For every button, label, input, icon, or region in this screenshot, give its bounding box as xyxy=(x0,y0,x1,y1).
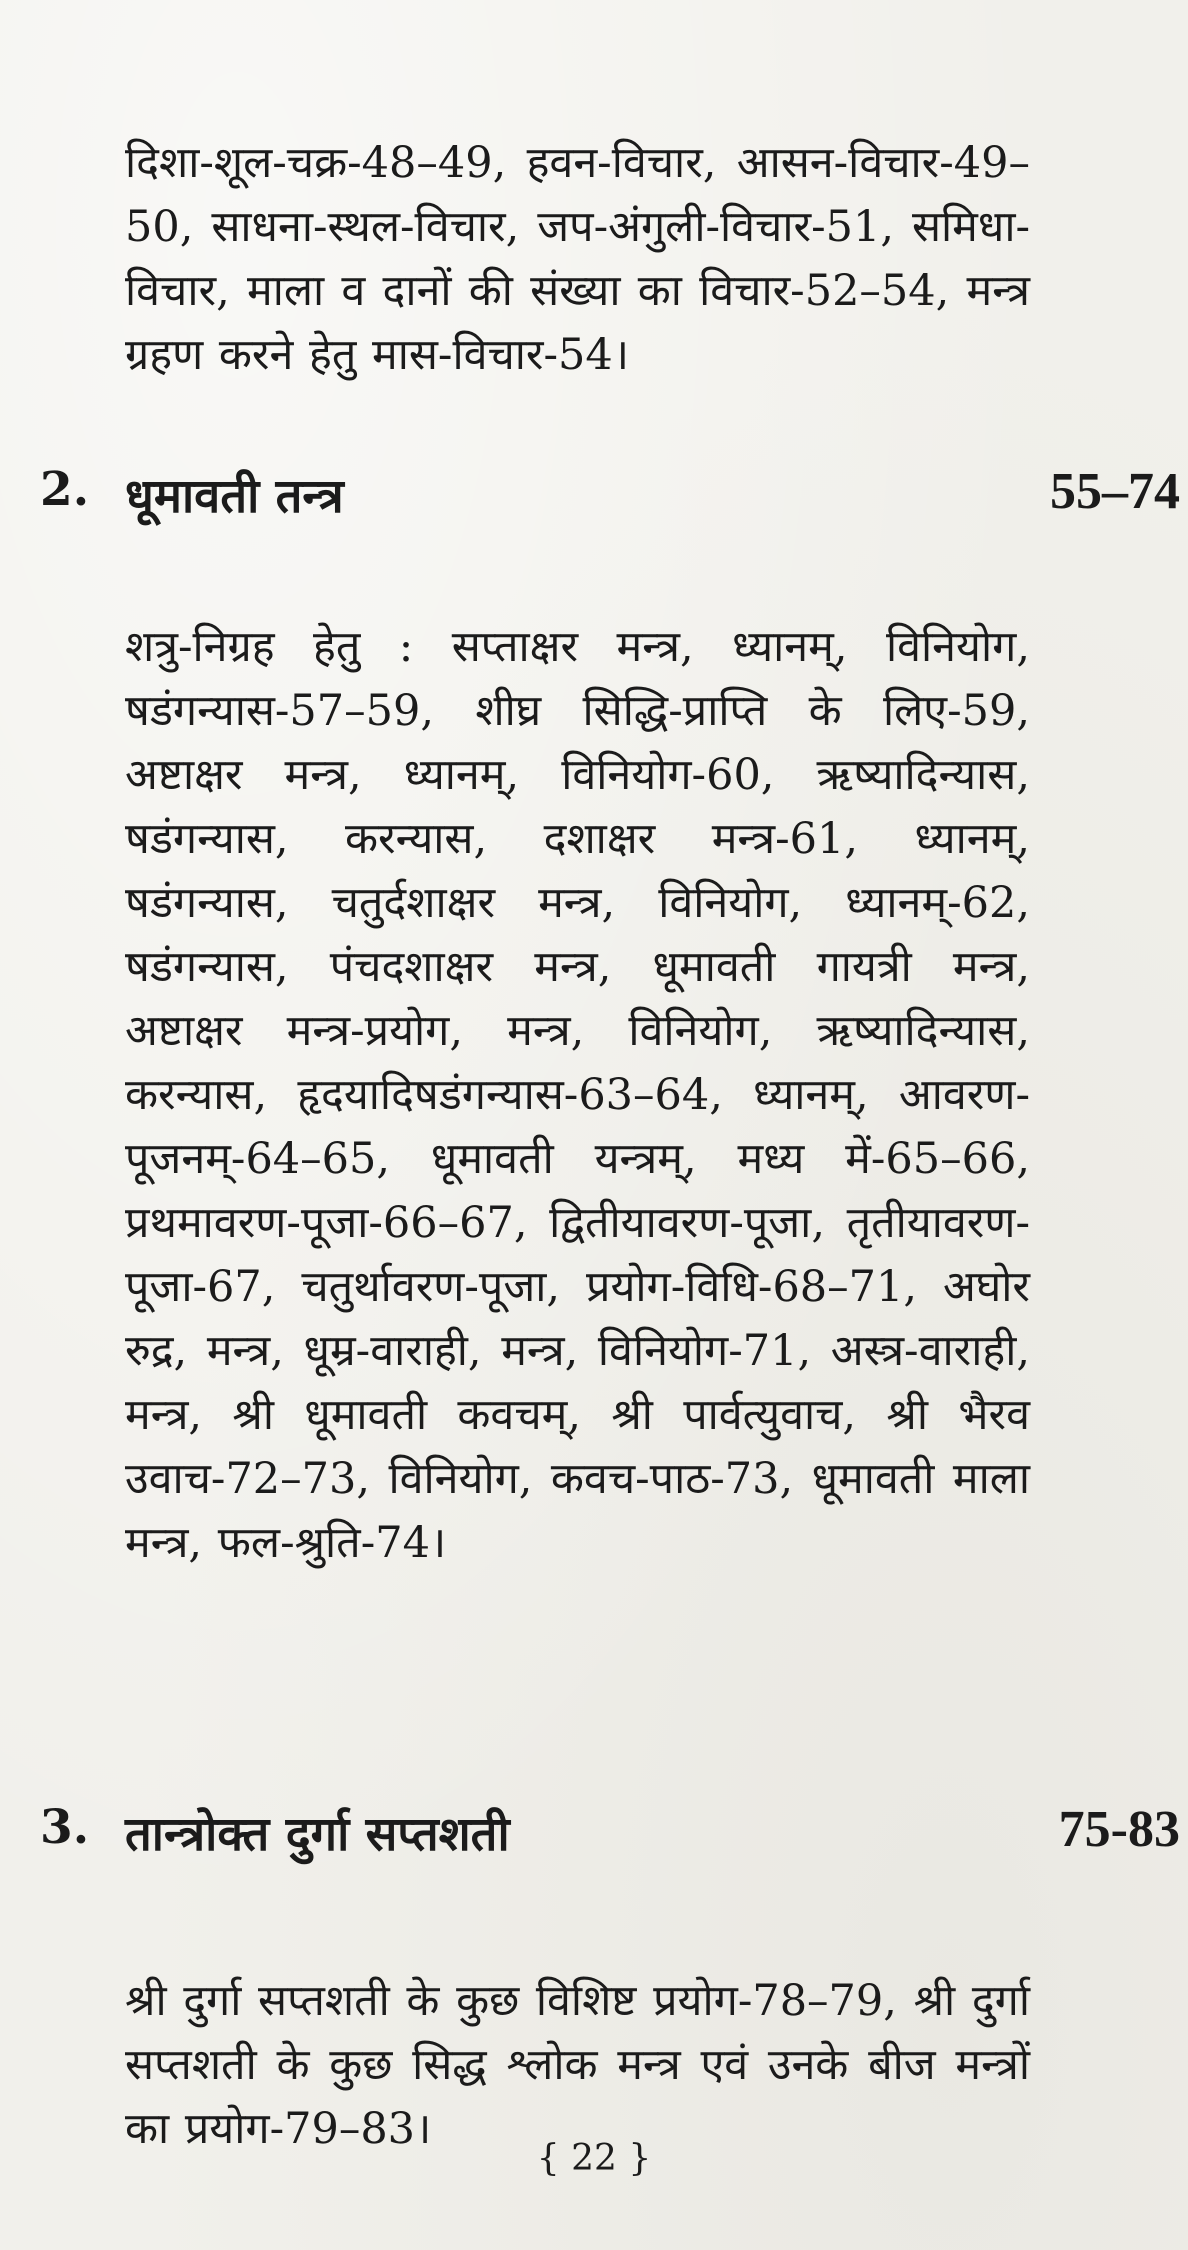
page-number: { 22 } xyxy=(536,2138,652,2179)
section-title: तान्त्रोक्त दुर्गा सप्तशती xyxy=(125,1807,510,1862)
section-contents-3: श्री दुर्गा सप्तशती के कुछ विशिष्ट प्रयोग-78–79, श्री दुर्गा सप्तशती के कुछ सिद्ध श्लोक मन्त्र एवं उनके बीज मन्त्रों का प्रयोग-79–83। xyxy=(125,1976,1030,2154)
section-number: 3. xyxy=(40,1800,90,1855)
section-title: धूमावती तन्त्र xyxy=(125,469,344,524)
section-page-range: 75-83 xyxy=(1058,1801,1180,1858)
section-heading-3 xyxy=(40,1800,1180,1880)
intro-paragraph: दिशा-शूल-चक्र-48–49, हवन-विचार, आसन-विचार-49–50, साधना-स्थल-विचार, जप-अंगुली-विचार-51, समिधा-विचार, माला व दानों की संख्या का विचार-52–54, मन्त्र ग्रहण करने हेतु मास-विचार-54। xyxy=(125,138,1030,380)
section-number: 2. xyxy=(40,462,90,517)
section-heading-2 xyxy=(40,462,1180,542)
section-page-range: 55–74 xyxy=(1050,463,1180,520)
section-contents-2: शत्रु-निग्रह हेतु : सप्ताक्षर मन्त्र, ध्यानम्, विनियोग, षडंगन्यास-57–59, शीघ्र सिद्धि-प्राप्ति के लिए-59, अष्टाक्षर मन्त्र, ध्यानम्, विनियोग-60, ऋष्यादिन्यास, षडंगन्यास, करन्यास, दशाक्षर मन्त्र-61, ध्यानम्, षडंगन्यास, चतुर्दशाक्षर मन्त्र, विनियोग, ध्यानम्-62, षडंगन्यास, पंचदशाक्षर मन्त्र, धूमावती गायत्री मन्त्र, अष्टाक्षर मन्त्र-प्रयोग, मन्त्र, विनियोग, ऋष्यादिन्यास, करन्यास, हृदयादिषडंगन्यास-63–64, ध्यानम्, आवरण-पूजनम्-64–65, धूमावती यन्त्रम्, मध्य में-65–66, प्रथमावरण-पूजा-66–67, द्वितीयावरण-पूजा, तृतीयावरण-पूजा-67, चतुर्थावरण-पूजा, प्रयोग-विधि-68–71, अघोर रुद्र, मन्त्र, धूम्र-वाराही, मन्त्र, विनियोग-71, अस्त्र-वाराही, मन्त्र, श्री धूमावती कवचम्, श्री पार्वत्युवाच, श्री भैरव उवाच-72–73, विनियोग, कवच-पाठ-73, धूमावती माला मन्त्र, फल-श्रुति-74। xyxy=(125,622,1030,1568)
